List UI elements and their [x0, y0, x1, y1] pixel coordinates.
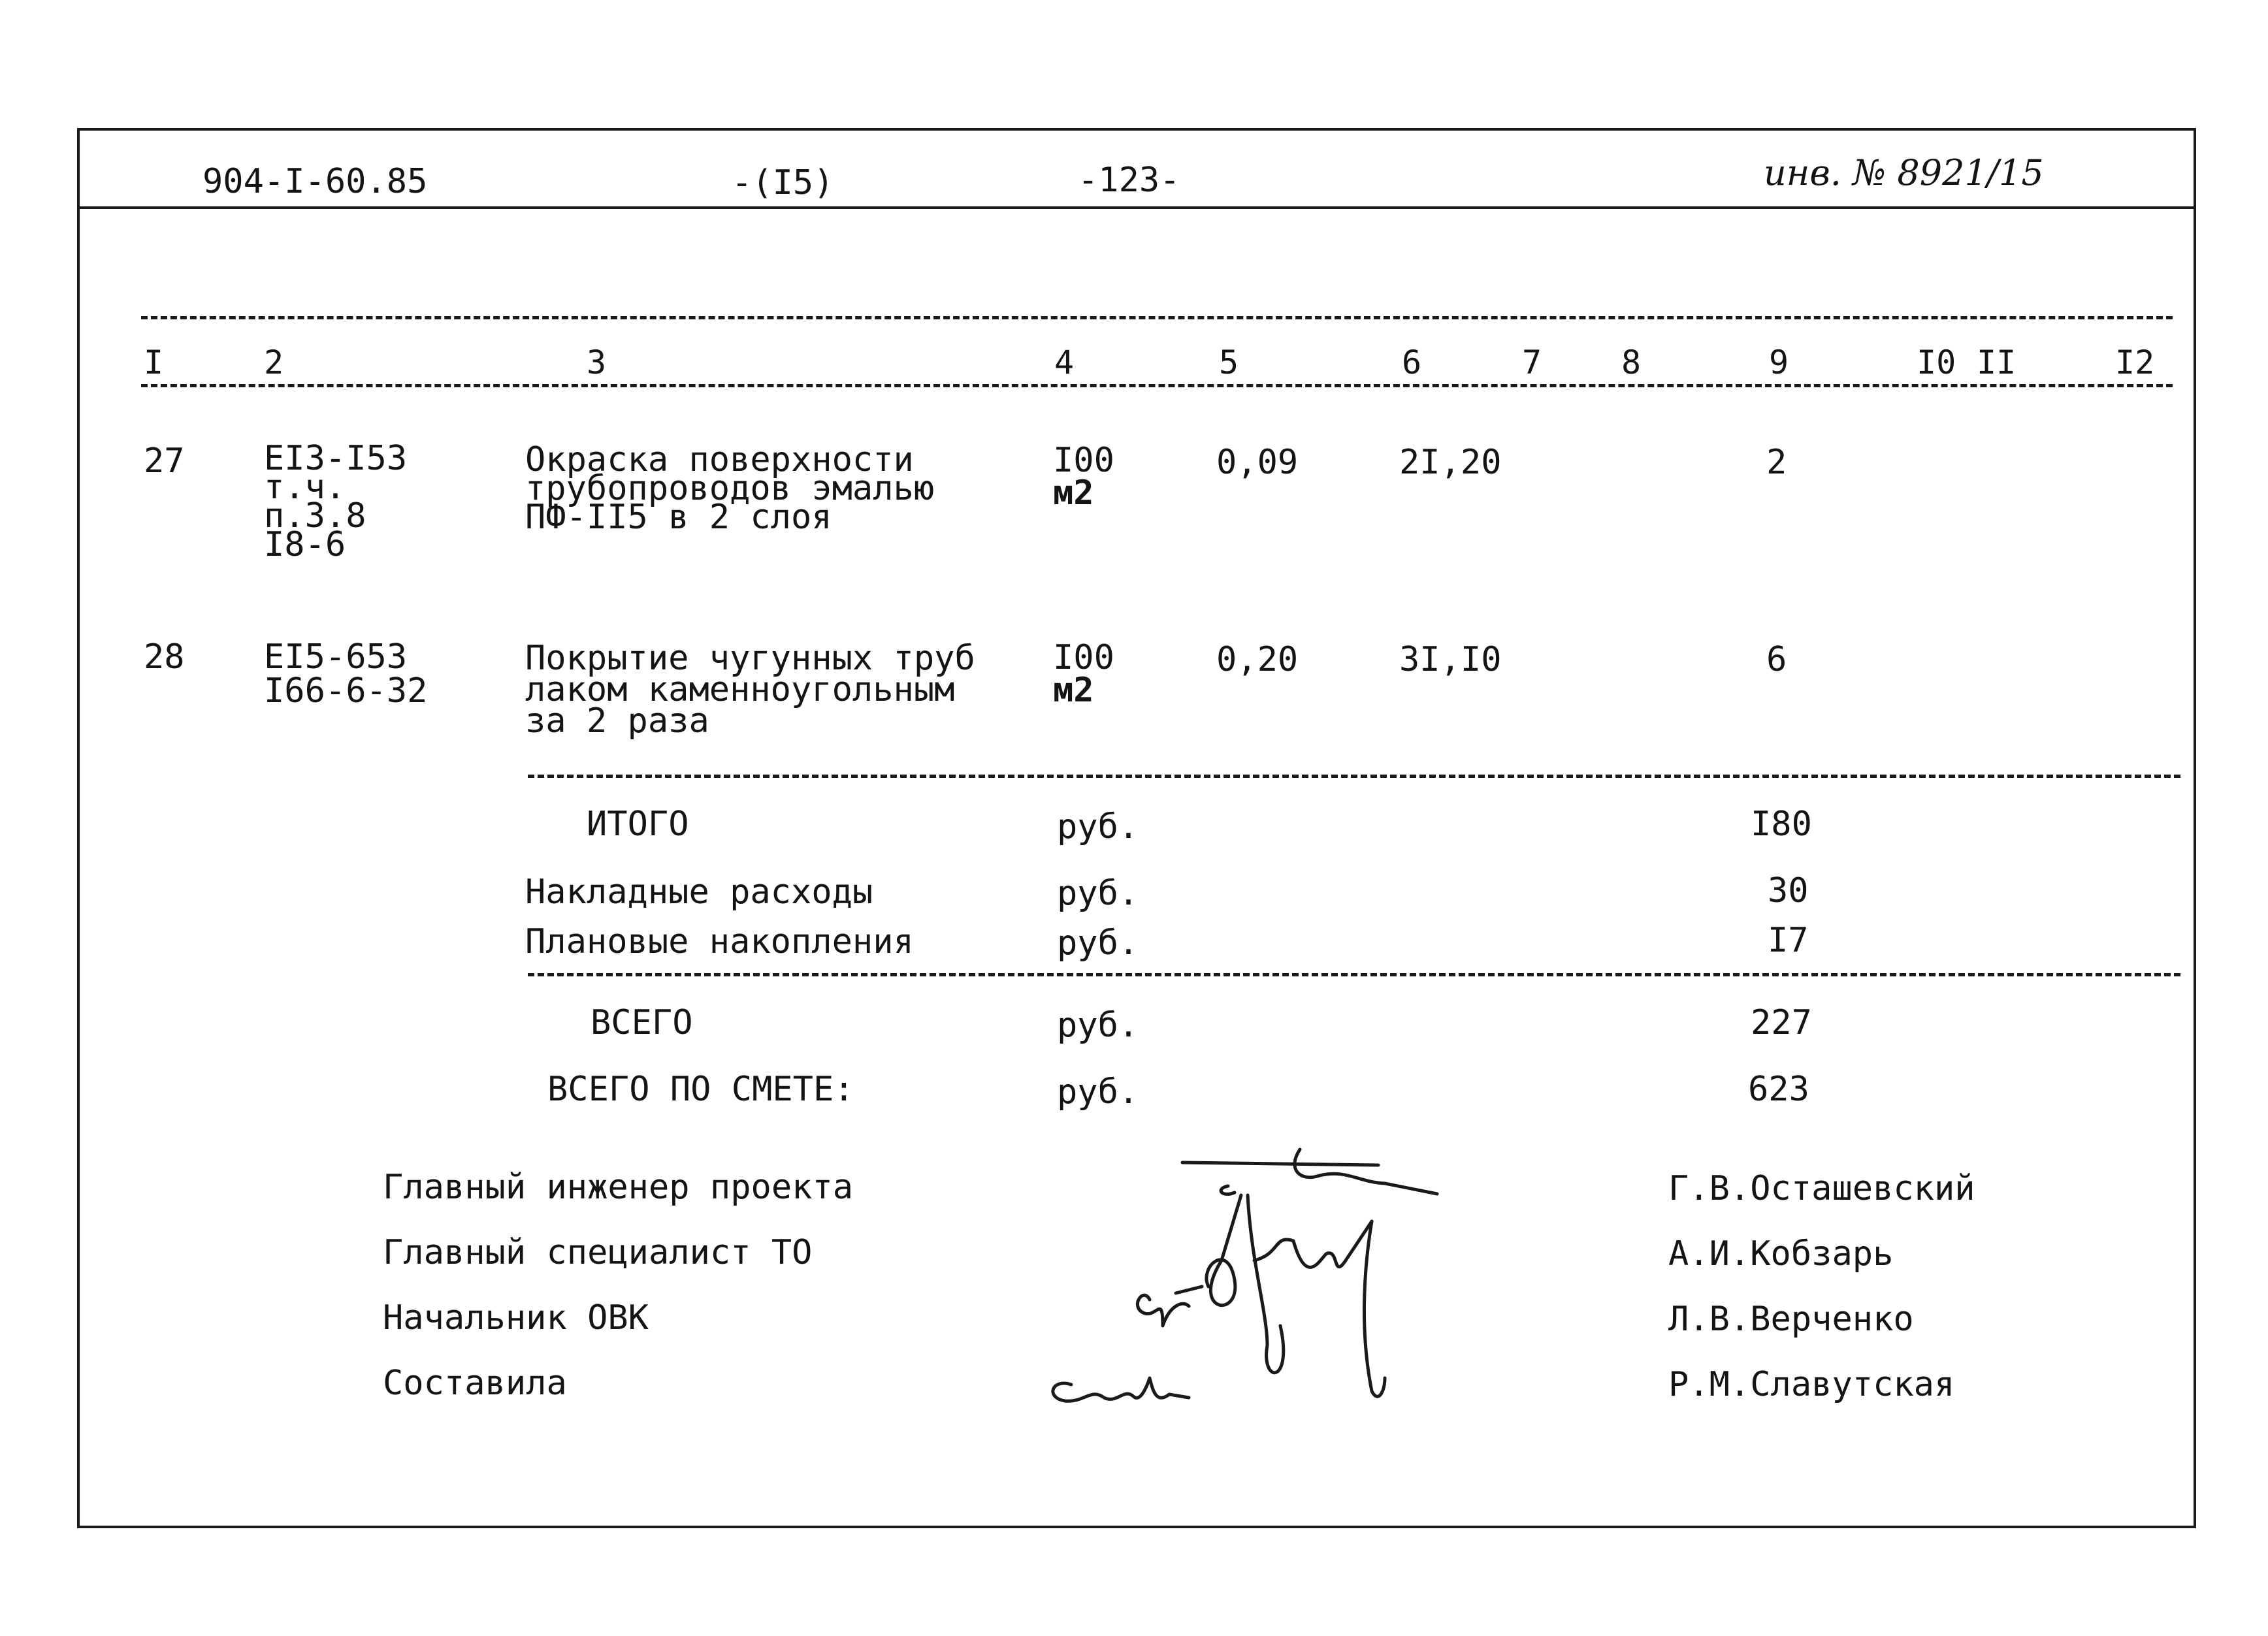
- row-28-unit-line: м2: [1053, 671, 1094, 710]
- inventory-number: инв. № 8921/15: [1764, 152, 2044, 193]
- signature-name-chief-engineer: Г.В.Осташевский: [1668, 1169, 1975, 1208]
- row-27-unit-line: м2: [1053, 473, 1094, 513]
- row-28-desc-line: за 2 раза: [525, 701, 709, 741]
- itogo-unit: руб.: [1057, 807, 1139, 846]
- row-27-code-line: EI3-I53: [264, 439, 408, 478]
- vsego-smeta-unit: руб.: [1057, 1072, 1139, 1112]
- column-header-5: 5: [1219, 344, 1239, 381]
- signature-role-department-head: Начальник ОВК: [383, 1298, 649, 1338]
- row-27-code: [264, 439, 408, 564]
- row-28-description: [525, 639, 975, 741]
- itogo-label: ИТОГО: [587, 805, 689, 844]
- row-28-desc-line: Покрытие чугунных труб: [525, 639, 975, 678]
- row-27-description: [525, 440, 935, 537]
- row-28-code-line: EI5-653: [264, 637, 408, 677]
- vsego-smeta-label: ВСЕГО ПО СМЕТЕ:: [547, 1070, 854, 1109]
- row-27-quantity: 0,09: [1216, 443, 1299, 482]
- column-header-bottom-dash: [141, 384, 2173, 387]
- frame-left-line: [77, 128, 80, 1528]
- signature-role-chief-engineer: Главный инженер проекта: [383, 1168, 854, 1207]
- column-header-7: 7: [1522, 344, 1542, 381]
- signature-name-chief-specialist: А.И.Кобзарь: [1668, 1234, 1894, 1274]
- signature-name-compiler: Р.М.Славутская: [1668, 1365, 1955, 1404]
- page-number: -123-: [1078, 161, 1180, 200]
- section-number: -(I5): [732, 163, 834, 202]
- signature-role-chief-specialist: Главный специалист ТО: [383, 1233, 813, 1272]
- row-27-code-line: т.ч.: [264, 468, 346, 507]
- column-header-12: I2: [2115, 344, 2155, 381]
- row-28-price: 3I,I0: [1399, 640, 1502, 679]
- frame-top-line: [78, 128, 2195, 131]
- column-header-10: I0: [1917, 344, 1956, 381]
- column-header-11: II: [1977, 344, 2017, 381]
- row-28-quantity: 0,20: [1216, 640, 1299, 679]
- itogo-value: I80: [1751, 805, 1812, 844]
- row-27-code-line: п.3.8: [264, 496, 366, 536]
- row-28-total: 6: [1766, 640, 1787, 679]
- summary-top-dash: [528, 775, 2180, 778]
- column-header-9: 9: [1769, 344, 1789, 381]
- column-header-6: 6: [1402, 344, 1422, 381]
- row-28-unit: [1053, 638, 1114, 710]
- column-header-2: 2: [264, 344, 284, 381]
- row-28-number: 28: [144, 637, 185, 677]
- vsego-unit: руб.: [1057, 1006, 1139, 1045]
- row-28-code-line: I66-6-32: [264, 671, 428, 711]
- handwritten-signatures: [993, 1130, 1450, 1430]
- row-28-desc-line: лаком каменноугольным: [525, 670, 955, 709]
- column-header-8: 8: [1621, 344, 1642, 381]
- frame-bottom-line: [77, 1526, 2196, 1528]
- signature-role-compiler: Составила: [383, 1364, 567, 1403]
- row-27-desc-line: ПФ-II5 в 2 слоя: [525, 498, 832, 537]
- column-header-3: 3: [587, 344, 607, 381]
- row-27-unit-line: I00: [1053, 441, 1114, 480]
- overhead-value: 30: [1768, 871, 1809, 910]
- column-header-4: 4: [1054, 344, 1075, 381]
- overhead-unit: руб.: [1057, 874, 1139, 913]
- column-header-top-dash: [141, 316, 2173, 319]
- vsego-label: ВСЕГО: [591, 1003, 693, 1042]
- doc-code: 904-I-60.85: [202, 162, 428, 201]
- frame-right-line: [2194, 128, 2196, 1528]
- vsego-smeta-value: 623: [1748, 1070, 1809, 1109]
- header-bottom-line: [78, 206, 2195, 209]
- planned-label: Плановые накопления: [525, 922, 914, 961]
- column-header-1: I: [144, 344, 164, 381]
- row-27-number: 27: [144, 441, 185, 481]
- row-28-code: [264, 637, 428, 711]
- planned-value: I7: [1768, 921, 1809, 960]
- planned-unit: руб.: [1057, 923, 1139, 963]
- row-27-total: 2: [1766, 443, 1787, 482]
- row-27-desc-line: трубопроводов эмалью: [525, 469, 935, 508]
- vsego-value: 227: [1751, 1003, 1812, 1042]
- overhead-label: Накладные расходы: [525, 873, 873, 912]
- row-27-code-line: I8-6: [264, 525, 346, 564]
- row-27-desc-line: Окраска поверхности: [525, 440, 914, 479]
- signature-name-department-head: Л.В.Верченко: [1668, 1300, 1914, 1339]
- row-27-unit: [1053, 441, 1114, 513]
- row-28-unit-line: I00: [1053, 638, 1114, 677]
- row-27-price: 2I,20: [1399, 443, 1502, 482]
- summary-bottom-dash: [528, 973, 2180, 976]
